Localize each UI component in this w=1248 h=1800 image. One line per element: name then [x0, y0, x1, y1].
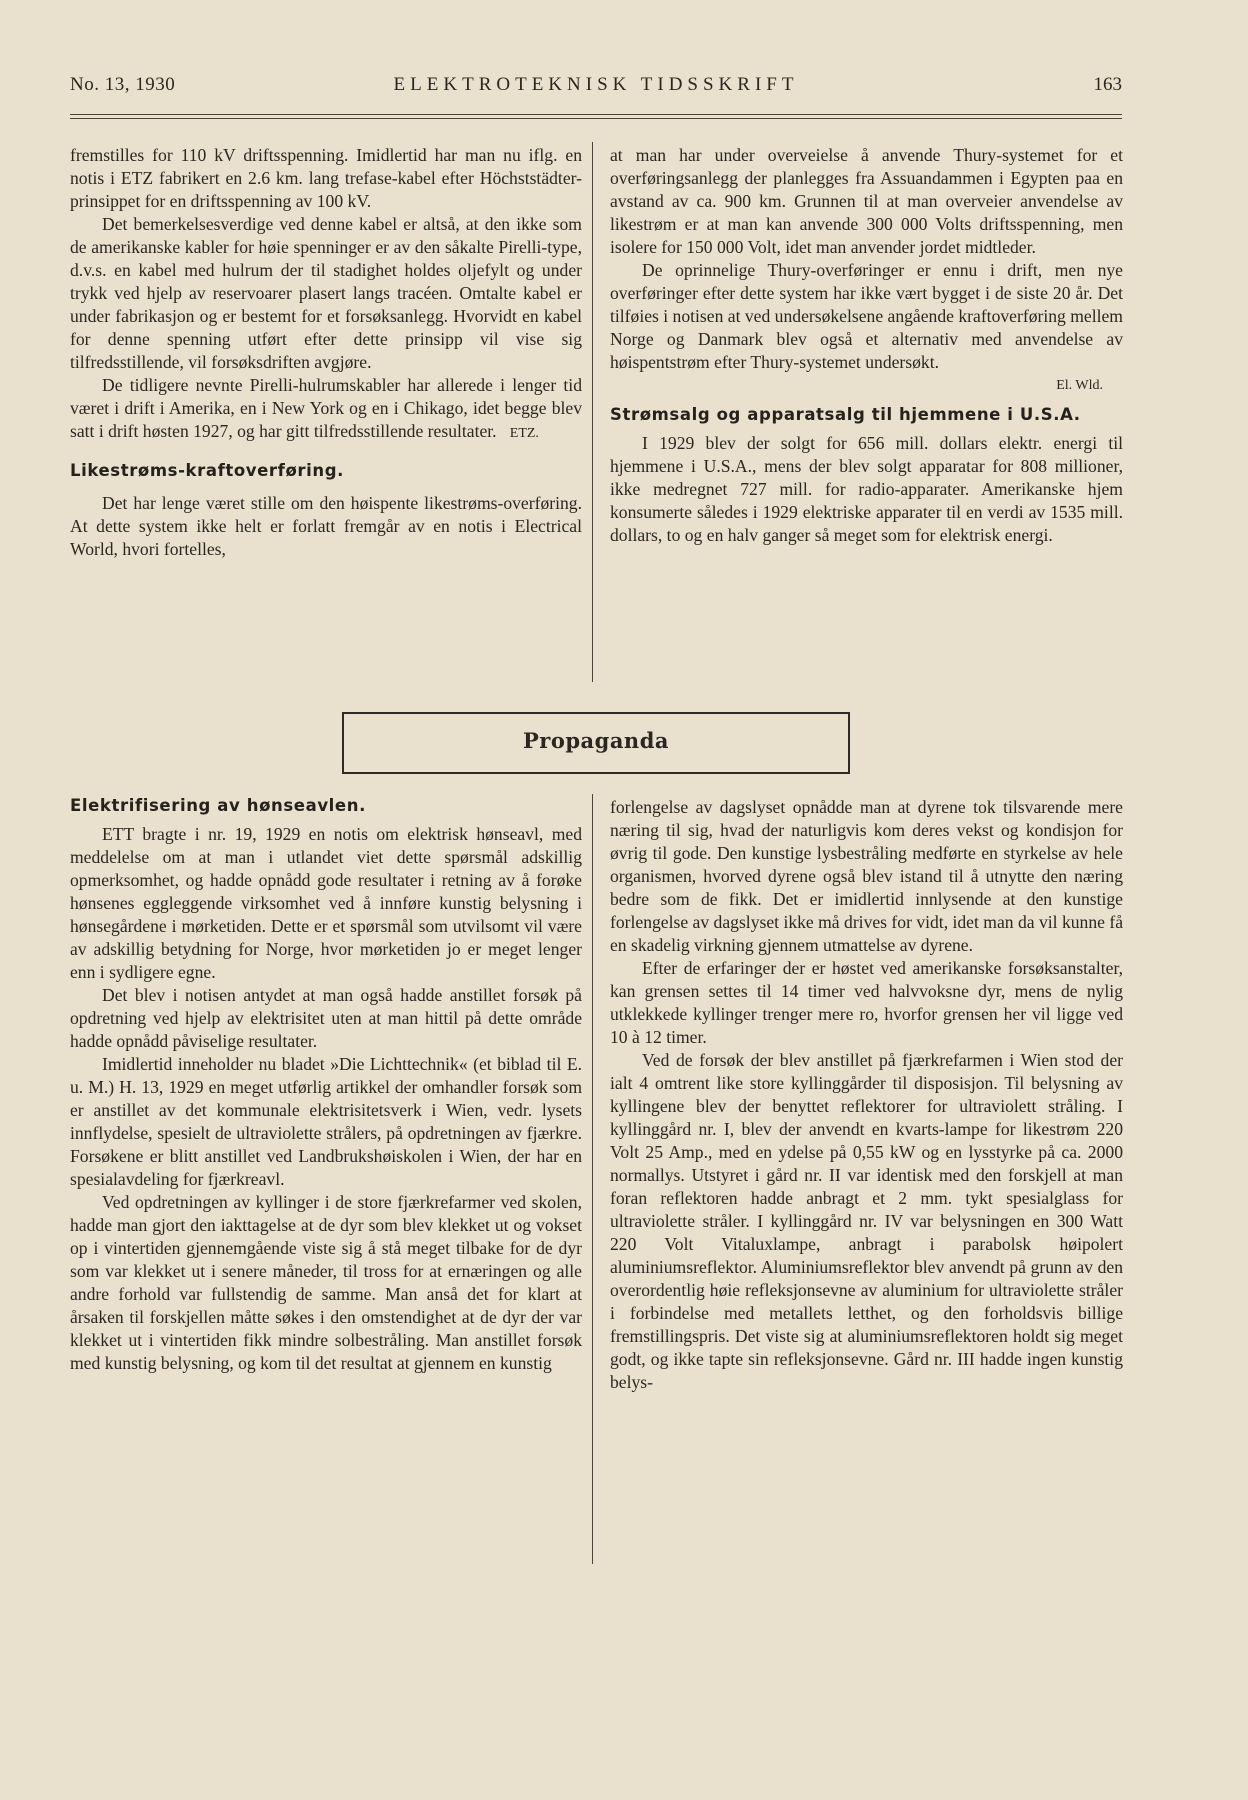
column-divider-bottom	[592, 794, 593, 1564]
paragraph: forlengelse av dagslyset opnådde man at dyrene tok tilsvarende mere næring til sig, hvad der naturligvis kom deres vekst og kondisjon for øvrig til gode. Den kunstige lysbestråling medførte en styrkelse av hele organismen, hvorved dyrene også blev istand til å utnytte den næring bedre som de fikk. Det er imidlertid innlysende at den kunstige forlengelse av dagslyset ikke må drives for vidt, idet man da vil kunne få en skadelig virkning gjennem utmattelse av dyrene.	[610, 797, 1124, 955]
paragraph: Det har lenge været stille om den høispente likestrøms-overføring. At dette system ikke helt er forlatt fremgår av en notis i Electrical World, hvori fortelles,	[70, 493, 582, 559]
article-heading: Likestrøms-kraftoverføring.	[70, 461, 344, 480]
paragraph: Efter de erfaringer der er høstet ved amerikanske forsøksanstalter, kan grensen settes til 14 timer ved halvvoksne dyr, mens de nylig utklekkede kyllinger trenger mere ro, hvorfor grensen her vil ligge ved 10 à 12 timer.	[610, 958, 1123, 1047]
paragraph: I 1929 blev der solgt for 656 mill. dollars elektr. energi til hjemmene i U.S.A., mens der blev solgt apparatar for 808 millioner, ikke medregnet 727 mill. for radio-apparater. Amerikanske hjem konsumerte således i 1929 elektriske apparater til en verdi av 1535 mill. dollars, to og en halv ganger så meget som for elektrisk energi.	[610, 433, 1123, 545]
issue-number: No. 13, 1930	[70, 74, 176, 95]
bottom-right-column	[610, 796, 1123, 1394]
paragraph	[70, 374, 582, 445]
paragraph-text: De tidligere nevnte Pirelli-hulrumskabler har allerede i lenger tid været i drift i Amerika, en i New York og en i Chikago, idet begge blev satt i drift høsten 1927, og har gitt tilfredsstillende resultater.	[70, 375, 582, 441]
paragraph: fremstilles for 110 kV driftsspenning. Imidlertid har man nu iflg. en notis i ETZ fabrikert en 2.6 km. lang trefase-kabel efter Höchststädter-prinsippet for en driftsspenning av 100 kV.	[70, 145, 582, 211]
paragraph: ETT bragte i nr. 19, 1929 en notis om elektrisk hønseavl, med meddelelse om at man i utlandet viet dette spørsmål adskillig opmerksomhet, og hadde opnådd gode resultater i retning av å forøke hønsenes eggleggende virksomhet ved å innføre kunstig belysning i hønsegårdene i mørketiden. Dette er et spørsmål som utvilsomt vil være av adskillig betydning for Norge, hvor mørketiden jo er meget lenger enn i sydligere egne.	[70, 824, 582, 982]
article-heading: Strømsalg og apparatsalg til hjemmene i U.S.A.	[610, 405, 1081, 424]
column-divider-top	[592, 142, 593, 682]
paragraph: De oprinnelige Thury-overføringer er ennu i drift, men nye overføringer efter dette system har ikke vært bygget i de siste 20 år. Det tilføies i notisen at ved undersøkelsene angående kraftoverføring mellem Norge og Danmark blev også et alternativ med anvendelse av høispentstrøm efter Thury-systemet undersøkt.	[610, 260, 1123, 372]
paragraph: Ved opdretningen av kyllinger i de store fjærkrefarmer ved skolen, hadde man gjort den iakttagelse at de dyr som blev klekket ut og vokset op i vintertiden gjennemgående viste sig å stå meget tilbake for de dyr som var klekket ut i senere måneder, til tross for at ernæringen og alle andre forhold var fullstendig de samme. Man anså det for klart at årsaken til forskjellen måtte søkes i den omstendighet at de dyr der var klekket ut i vintertiden fikk mindre solbestråling. Man anstillet forsøk med kunstig belysning, og kom til det resultat at gjennem en kunstig	[70, 1192, 582, 1373]
header-rule-top	[70, 114, 1122, 115]
journal-title: ELEKTROTEKNISK TIDSSKRIFT	[393, 74, 799, 95]
source-credit: ETZ.	[509, 426, 539, 441]
source-credit: El. Wld.	[1056, 378, 1103, 393]
section-title: Propaganda	[522, 728, 669, 753]
paragraph: Imidlertid inneholder nu bladet »Die Lichttechnik« (et biblad til E. u. M.) H. 13, 1929 en meget utførlig artikkel der omhandler forsøk som er anstillet av det kommunale elektrisitetsverk i Wien, vedr. lysets innflydelse, spesielt de ultraviolette strålers, på opdretningen av fjærkre. Forsøkene er blitt anstillet ved Landbrukshøiskolen i Wien, der har en spesialavdeling for fjærkreavl.	[70, 1054, 582, 1189]
paragraph: Det bemerkelsesverdige ved denne kabel er altså, at den ikke som de amerikanske kabler for høie spenninger er av den såkalte Pirelli-type, d.v.s. en kabel med hulrum der til stadighet holdes oljefylt og under trykk ved hjelp av reservoarer plasert langs tracéen. Omtalte kabel er under fabrikasjon og er bestemt for et forsøksanlegg. Hvorvidt en kabel for denne spenning utført efter dette prinsipp vil vise sig tilfredsstillende, vil forsøksdriften avgjøre.	[70, 214, 582, 372]
header-rule-bottom	[70, 118, 1122, 119]
article-heading: Elektrifisering av hønseavlen.	[70, 796, 366, 815]
section-title-box	[342, 712, 850, 774]
running-header	[70, 74, 1122, 100]
page-number: 163	[1093, 74, 1122, 95]
paragraph: at man har under overveielse å anvende Thury-systemet for et overføringsanlegg der planlegges fra Assuandammen i Egypten paa en avstand av ca. 900 km. Grunnen til at man overveier anvendelse av likestrøm er at man kan anvende 300 000 Volts driftsspenning, men isolere for 150 000 Volt, idet man anvender jordet midtleder.	[610, 145, 1123, 257]
paragraph: Ved de forsøk der blev anstillet på fjærkrefarmen i Wien stod der ialt 4 omtrent like store kyllinggårder til disposisjon. Til belysning av kyllingene blev der benyttet reflektorer for ultraviolett stråling. I kyllinggård nr. I, blev der anvendt en kvarts-lampe for likestrøm 220 Volt 25 Amp., med en ydelse på 0,55 kW og en lysstyrke på ca. 2000 normallys. Utstyret i gård nr. II var identisk med den forskjell at man foran reflektoren hadde anbragt et 2 mm. tykt spesialglass for ultraviolette stråler. I kyllinggård nr. IV var belysningen en 300 Watt 220 Volt Vitaluxlampe, anbragt i parabolsk høipolert aluminiumsreflektor. Aluminiumsreflektor blev anvendt på grunn av den overordentlig høie refleksjonsevne av aluminium for ultraviolette stråler i forbindelse med metallets letthet, og den forholdsvis billige fremstillingspris. Det viste sig at aluminiumsreflektoren holdt sig meget godt, og ikke tapte sin refleksjonsevne. Gård nr. III hadde ingen kunstig belys-	[610, 1050, 1123, 1392]
paragraph: Det blev i notisen antydet at man også hadde anstillet forsøk på opdretning ved hjelp av elektrisitet uten at man hittil på dette område hadde opnådd påviselige resultater.	[70, 985, 582, 1051]
bottom-left-column	[70, 788, 582, 1375]
top-right-column	[610, 144, 1123, 547]
top-left-column	[70, 144, 582, 561]
